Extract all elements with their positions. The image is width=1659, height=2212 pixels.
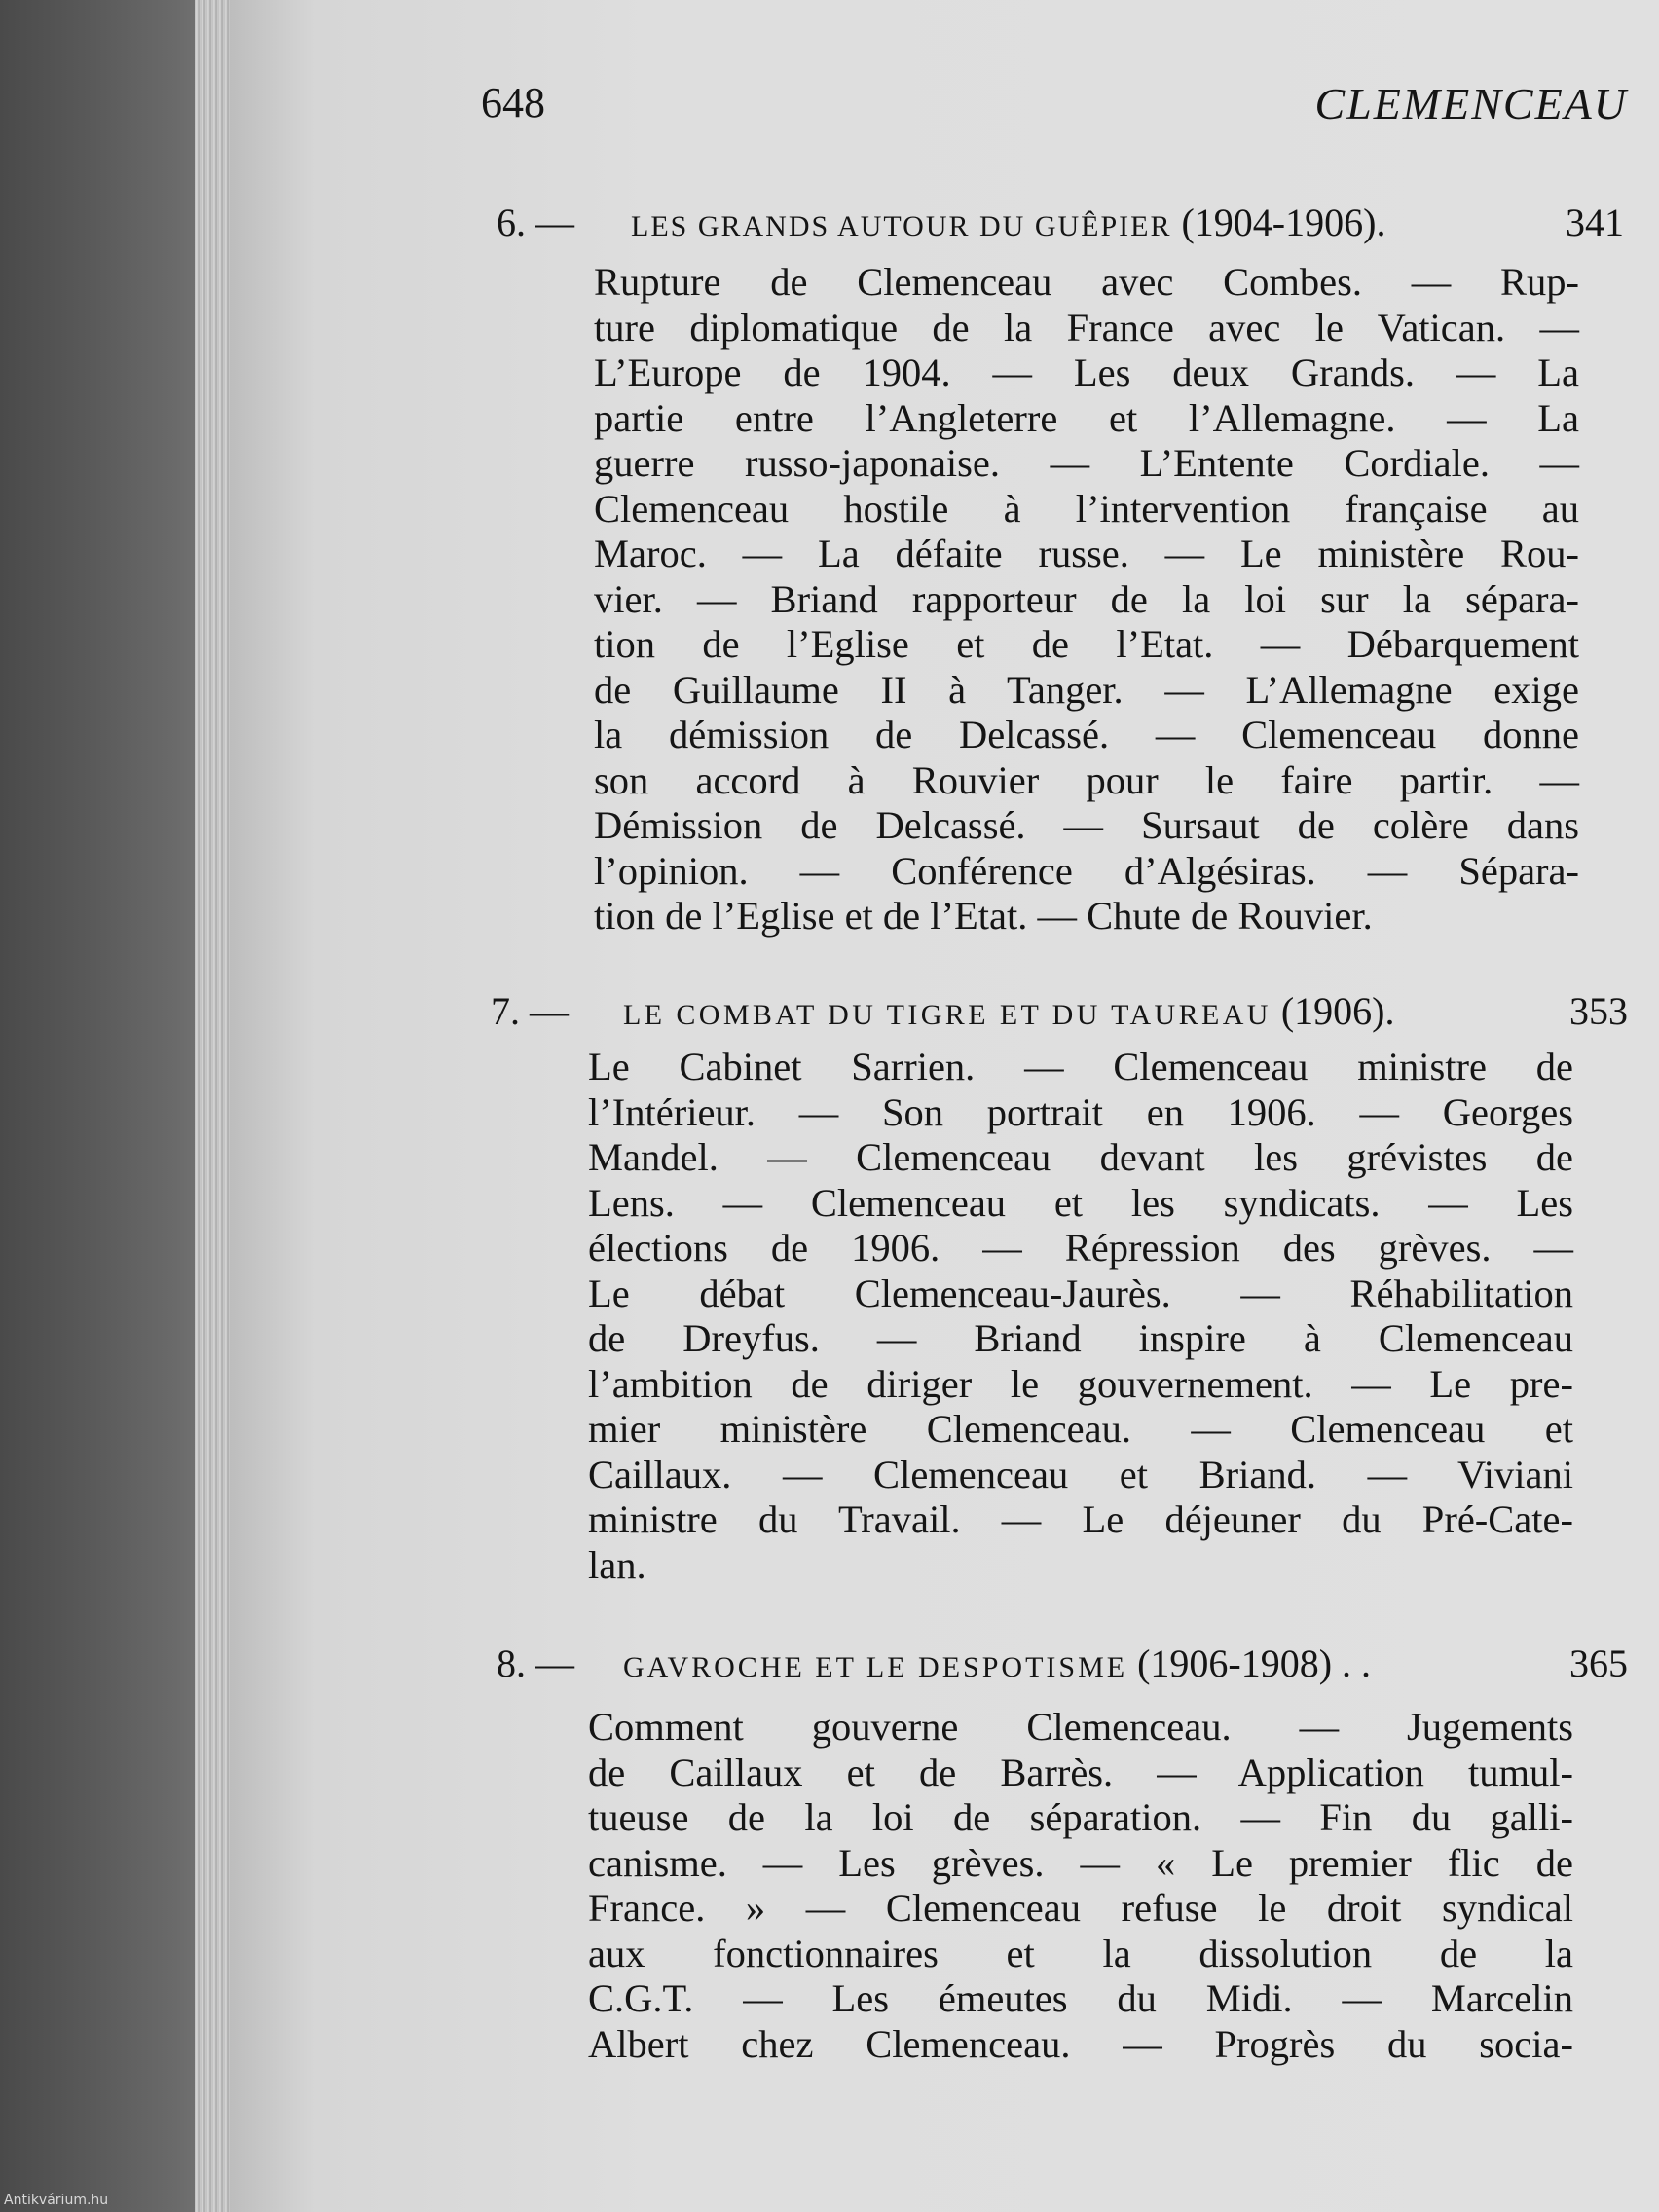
summary-line: tion de l’Eglise et de l’Etat. — Chute de Rouvier. — [594, 894, 1373, 938]
summary-line: l’ambition de diriger le gouvernement. — Le pre- — [588, 1361, 1573, 1406]
summary-line: mier ministère Clemenceau. — Clemenceau et — [588, 1407, 1573, 1451]
summary-line: France. » — Clemenceau refuse le droit syndical — [588, 1886, 1573, 1930]
watermark: Antikvárium.hu — [4, 2193, 109, 2208]
chapter-page-ref: 353 — [1569, 989, 1628, 1033]
page-header — [230, 78, 1659, 146]
page-edges — [195, 0, 234, 2212]
chapter-title: LES GRANDS AUTOUR DU GUÊPIER — [631, 210, 1172, 242]
summary-line: Mandel. — Clemenceau devant les grévistes de — [588, 1135, 1573, 1179]
page-number: 648 — [481, 79, 545, 127]
chapter-years: (1906). — [1280, 989, 1395, 1033]
chapter-title: GAVROCHE ET LE DESPOTISME — [623, 1651, 1128, 1683]
summary-line: son accord à Rouvier pour le faire partir. — — [594, 757, 1579, 802]
chapter-years: (1904-1906). — [1181, 201, 1386, 244]
summary-line: Maroc. — La défaite russe. — Le ministère Rou- — [594, 532, 1579, 575]
summary-line: guerre russo-japonaise. — L’Entente Cordiale. — — [594, 441, 1579, 485]
summary-line: ture diplomatique de la France avec le Vatican. — — [594, 305, 1579, 350]
chapter-title: LE COMBAT DU TIGRE ET DU TAUREAU — [623, 999, 1272, 1031]
chapter-title-line — [623, 1641, 1371, 1686]
chapter-heading — [230, 988, 1659, 1043]
summary-line: canisme. — Les grèves. — « Le premier flic de — [588, 1840, 1573, 1885]
summary-line: lan. — [588, 1542, 646, 1587]
summary-line: élections de 1906. — Répression des grèves. — — [588, 1226, 1573, 1270]
summary-line: Le débat Clemenceau-Jaurès. — Réhabilitation — [588, 1271, 1573, 1315]
summary-line: C.G.T. — Les émeutes du Midi. — Marcelin — [588, 1976, 1573, 2020]
summary-line: L’Europe de 1904. — Les deux Grands. — La — [594, 350, 1579, 394]
summary-line: tion de l’Eglise et de l’Etat. — Débarquement — [594, 622, 1579, 666]
summary-line: Rupture de Clemenceau avec Combes. — Rup- — [594, 260, 1579, 304]
chapter-summary — [594, 260, 1579, 940]
summary-line: l’opinion. — Conférence d’Algésiras. — Sépara- — [594, 848, 1579, 893]
summary-line: Lens. — Clemenceau et les syndicats. — Les — [588, 1180, 1573, 1225]
summary-line: de Caillaux et de Barrès. — Application tumul- — [588, 1750, 1573, 1794]
chapter-years: (1906-1908) . . — [1137, 1641, 1372, 1685]
summary-line: l’Intérieur. — Son portrait en 1906. — Georges — [588, 1089, 1573, 1134]
summary-line: de Guillaume II à Tanger. — L’Allemagne exige — [594, 667, 1579, 712]
summary-line: tueuse de la loi de séparation. — Fin du galli- — [588, 1795, 1573, 1839]
chapter-title-line — [631, 200, 1385, 245]
chapter-page-ref: 341 — [1566, 201, 1624, 244]
summary-line: Caillaux. — Clemenceau et Briand. — Viviani — [588, 1452, 1573, 1496]
summary-line: partie entre l’Angleterre et l’Allemagne. — La — [594, 395, 1579, 440]
chapter-summary — [588, 1045, 1573, 1588]
summary-line: Comment gouverne Clemenceau. — Jugements — [588, 1705, 1573, 1749]
summary-line: Démission de Delcassé. — Sursaut de colère dans — [594, 803, 1579, 847]
summary-line: de Dreyfus. — Briand inspire à Clemenceau — [588, 1316, 1573, 1360]
chapter-number: 6. — — [497, 201, 574, 244]
chapter-heading — [230, 200, 1659, 254]
summary-line: ministre du Travail. — Le déjeuner du Pré-Cate- — [588, 1497, 1573, 1541]
summary-line: aux fonctionnaires et la dissolution de la — [588, 1931, 1573, 1975]
summary-line: vier. — Briand rapporteur de la loi sur la sépara- — [594, 576, 1579, 621]
summary-line: Le Cabinet Sarrien. — Clemenceau ministre de — [588, 1045, 1573, 1088]
chapter-number: 7. — — [491, 989, 569, 1033]
summary-line: Albert chez Clemenceau. — Progrès du socia- — [588, 2021, 1573, 2066]
chapter-summary — [588, 1705, 1573, 2067]
chapter-title-line — [623, 988, 1395, 1034]
chapter-number: 8. — — [497, 1641, 574, 1685]
chapter-page-ref: 365 — [1569, 1641, 1628, 1685]
summary-line: Clemenceau hostile à l’intervention française au — [594, 486, 1579, 531]
book-page — [230, 0, 1659, 2212]
summary-line: la démission de Delcassé. — Clemenceau donne — [594, 713, 1579, 756]
chapter-heading — [230, 1641, 1659, 1695]
running-title: CLEMENCEAU — [1314, 79, 1628, 129]
